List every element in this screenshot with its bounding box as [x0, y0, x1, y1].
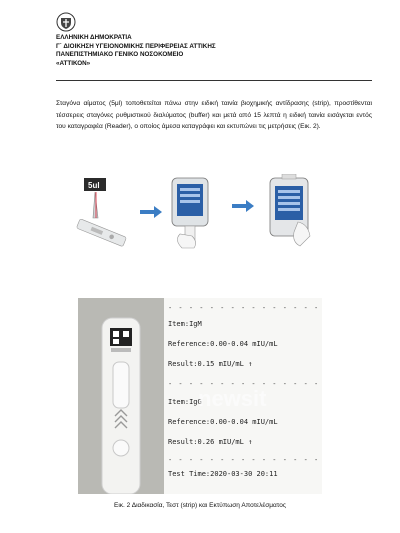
- header-line-2: Γ΄ ΔΙΟΙΚΗΣΗ ΥΓΕΙΟΝΟΜΙΚΗΣ ΠΕΡΙΦΕΡΕΙΑΣ ΑΤΤΙΚΗΣ: [56, 42, 216, 50]
- figure-caption: Εικ. 2 Διαδικασία, Τεστ (strip) και Εκτύπωση Αποτελέσματος: [114, 502, 286, 509]
- receipt-divider: - - - - - - - - - - - - - - -: [168, 304, 320, 312]
- receipt-reference-igg: Reference:0.00-0.04 mIU/mL: [168, 418, 278, 426]
- header-line-1: ΕΛΛΗΝΙΚΗ ΔΗΜΟΚΡΑΤΙΑ: [56, 34, 132, 41]
- arrow-right-icon: [232, 200, 254, 212]
- test-cassette-photo: [78, 298, 164, 494]
- body-paragraph: Σταγόνα αίματος (5μl) τοποθετείται πάνω στην ειδική ταινία βιοχημικής αντίδρασης (strip), προστίθενται τέσσερεις σταγόνες ρυθμιστικού διαλύματος (buffer) και μετά από 15 λεπτά η ειδική ταινία εισάγεται εντός του καταγραφέα (Reader), ο οποίος άμεσα καταγράφει και εκτυπώνει τις μετρήσεις (Εικ. 2).: [56, 100, 372, 131]
- receipt-result-igg: Result:0.26 mIU/mL ↑: [168, 438, 253, 446]
- receipt-divider: - - - - - - - - - - - - - - -: [168, 456, 320, 464]
- test-cassette-icon: [78, 298, 164, 494]
- header-line-4: «ΑΤΤΙΚΟΝ»: [56, 59, 91, 67]
- coat-of-arms-icon: [56, 12, 76, 32]
- test-result-photo: [78, 298, 322, 494]
- photo-watermark: newsit: [198, 386, 267, 411]
- procedure-illustration: [62, 174, 338, 250]
- receipt-divider: - - - - - - - - - - - - - - -: [168, 380, 320, 388]
- reader-device-illustration: [172, 178, 208, 248]
- sample-volume-label: 5ul: [88, 181, 100, 190]
- receipt-item-igg: Item:IgG: [168, 398, 202, 406]
- header-divider: [56, 80, 372, 81]
- document-header: [56, 34, 376, 68]
- pipette-strip-illustration: [76, 178, 126, 247]
- header-line-3: ΠΑΝΕΠΙΣΤΗΜΙΑΚΟ ΓΕΝΙΚΟ ΝΟΣΟΚΟΜΕΙΟ: [56, 51, 184, 59]
- receipt-reference-igm: Reference:0.00-0.04 mIU/mL: [168, 340, 278, 348]
- receipt-result-igm: Result:0.15 mIU/mL ↑: [168, 360, 253, 368]
- receipt-item-igm: Item:IgM: [168, 320, 202, 328]
- arrow-right-icon: [140, 206, 162, 218]
- receipt-test-time: Test Time:2020-03-30 20:11: [168, 470, 278, 478]
- reader-result-illustration: [270, 174, 310, 246]
